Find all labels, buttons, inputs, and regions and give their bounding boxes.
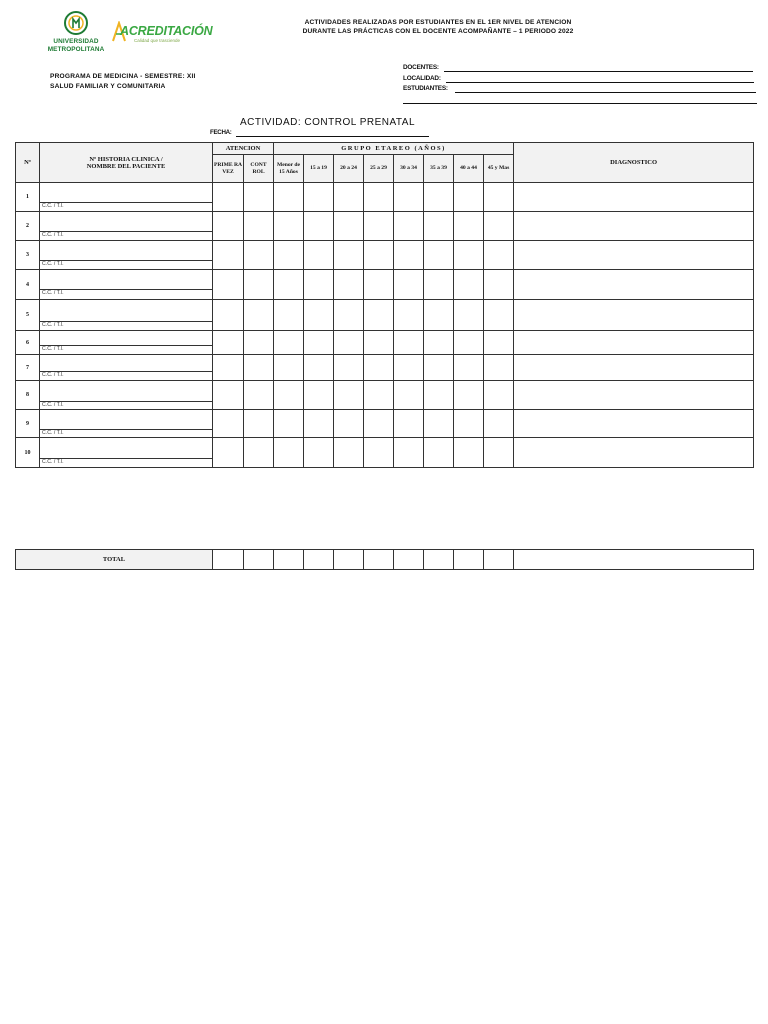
- count-cell[interactable]: [484, 300, 514, 331]
- diagnostico-cell[interactable]: [514, 183, 754, 212]
- count-cell[interactable]: [244, 410, 274, 438]
- header-patient-line2: NOMBRE DEL PACIENTE: [86, 162, 166, 170]
- table-row: [16, 300, 754, 322]
- count-cell[interactable]: [364, 381, 394, 410]
- university-logo: [42, 10, 110, 56]
- count-cell[interactable]: [424, 241, 454, 270]
- total-cell[interactable]: [514, 550, 754, 570]
- table-row: [16, 270, 754, 290]
- count-cell[interactable]: [394, 438, 424, 468]
- count-cell[interactable]: [334, 270, 364, 300]
- count-cell[interactable]: [364, 410, 394, 438]
- total-cell[interactable]: [364, 550, 394, 570]
- document-title-line1: ACTIVIDADES REALIZADAS POR ESTUDIANTES EN EL 1ER NIVEL DE ATENCION: [304, 19, 572, 26]
- document-title-line2: DURANTE LAS PRÁCTICAS CON EL DOCENTE ACOMPAÑANTE – 1 PERIODO 2022: [302, 28, 574, 35]
- table-row: [16, 438, 754, 459]
- patient-name-cell[interactable]: [40, 355, 213, 372]
- count-cell[interactable]: [244, 183, 274, 212]
- patient-name-cell[interactable]: [40, 212, 213, 232]
- diagnostico-cell[interactable]: [514, 381, 754, 410]
- cc-ti-cell[interactable]: C.C. / T.I.: [40, 372, 213, 381]
- count-cell[interactable]: [424, 381, 454, 410]
- diagnostico-cell[interactable]: [514, 270, 754, 300]
- row-number: 5: [16, 300, 40, 331]
- count-cell[interactable]: [484, 241, 514, 270]
- cc-ti-cell[interactable]: C.C. / T.I.: [40, 346, 213, 355]
- total-cell[interactable]: [334, 550, 364, 570]
- patient-name-cell[interactable]: [40, 410, 213, 430]
- count-cell[interactable]: [244, 438, 274, 468]
- count-cell[interactable]: [334, 381, 364, 410]
- count-cell[interactable]: [274, 183, 304, 212]
- count-cell[interactable]: [454, 355, 484, 381]
- count-cell[interactable]: [364, 212, 394, 241]
- count-cell[interactable]: [213, 241, 244, 270]
- count-cell[interactable]: [424, 410, 454, 438]
- university-name-line1: UNIVERSIDAD: [53, 38, 99, 45]
- header-age-40-44: 40 a 44: [454, 155, 484, 183]
- row-number: 10: [16, 438, 40, 468]
- count-cell[interactable]: [424, 438, 454, 468]
- estudiantes-label: ESTUDIANTES:: [403, 85, 448, 92]
- count-cell[interactable]: [304, 381, 334, 410]
- count-cell[interactable]: [394, 300, 424, 331]
- count-cell[interactable]: [213, 331, 244, 355]
- table-row: [16, 212, 754, 232]
- header-age-under15: Menor de 15 Años: [274, 155, 304, 183]
- count-cell[interactable]: [334, 212, 364, 241]
- count-cell[interactable]: [334, 183, 364, 212]
- table-row: [16, 381, 754, 402]
- estudiantes-field-line-2[interactable]: [403, 103, 757, 104]
- cc-ti-cell[interactable]: C.C. / T.I.: [40, 290, 213, 300]
- header-control: CONT ROL: [244, 155, 274, 183]
- count-cell[interactable]: [274, 300, 304, 331]
- estudiantes-field-line[interactable]: [455, 92, 756, 93]
- activity-table: [15, 142, 754, 468]
- cc-ti-cell[interactable]: C.C. / T.I.: [40, 232, 213, 241]
- row-number: 8: [16, 381, 40, 410]
- patient-name-cell[interactable]: [40, 270, 213, 290]
- fecha-field-line[interactable]: [236, 136, 429, 137]
- cc-ti-cell[interactable]: C.C. / T.I.: [40, 261, 213, 270]
- count-cell[interactable]: [304, 241, 334, 270]
- localidad-field-line[interactable]: [446, 82, 754, 83]
- header-age-45-plus: 45 y Mas: [484, 155, 514, 183]
- count-cell[interactable]: [394, 212, 424, 241]
- header-primera-vez: PRIME RA VEZ: [213, 155, 244, 183]
- patient-name-cell[interactable]: [40, 438, 213, 459]
- patient-name-cell[interactable]: [40, 300, 213, 322]
- total-table: [15, 549, 754, 570]
- count-cell[interactable]: [274, 212, 304, 241]
- program-line1: PROGRAMA DE MEDICINA - SEMESTRE: XII: [50, 73, 196, 80]
- total-cell[interactable]: [244, 550, 274, 570]
- count-cell[interactable]: [424, 300, 454, 331]
- patient-name-cell[interactable]: [40, 183, 213, 203]
- docentes-label: DOCENTES:: [403, 64, 439, 71]
- header-age-25-29: 25 a 29: [364, 155, 394, 183]
- count-cell[interactable]: [304, 410, 334, 438]
- university-name-line2: METROPOLITANA: [47, 46, 105, 53]
- university-emblem-icon: [42, 10, 110, 38]
- count-cell[interactable]: [334, 438, 364, 468]
- count-cell[interactable]: [213, 300, 244, 331]
- header-age-15-19: 15 a 19: [304, 155, 334, 183]
- header-number: Nº: [16, 143, 40, 183]
- count-cell[interactable]: [364, 331, 394, 355]
- table-row: [16, 241, 754, 261]
- count-cell[interactable]: [364, 270, 394, 300]
- cc-ti-cell[interactable]: C.C. / T.I.: [40, 430, 213, 438]
- accreditation-logo: [112, 20, 213, 48]
- row-number: 6: [16, 331, 40, 355]
- diagnostico-cell[interactable]: [514, 438, 754, 468]
- total-cell[interactable]: [484, 550, 514, 570]
- table-row: [16, 183, 754, 203]
- cc-ti-cell[interactable]: C.C. / T.I.: [40, 203, 213, 212]
- count-cell[interactable]: [213, 355, 244, 381]
- fecha-label: FECHA:: [210, 129, 232, 136]
- count-cell[interactable]: [454, 410, 484, 438]
- localidad-label: LOCALIDAD:: [403, 75, 441, 82]
- count-cell[interactable]: [364, 355, 394, 381]
- count-cell[interactable]: [484, 410, 514, 438]
- header-patient: [40, 143, 213, 183]
- row-number: 4: [16, 270, 40, 300]
- total-cell[interactable]: [394, 550, 424, 570]
- count-cell[interactable]: [213, 410, 244, 438]
- count-cell[interactable]: [304, 355, 334, 381]
- header-patient-line1: Nº HISTORIA CLINICA /: [89, 155, 163, 163]
- program-line2: SALUD FAMILIAR Y COMUNITARIA: [50, 83, 166, 90]
- count-cell[interactable]: [304, 438, 334, 468]
- count-cell[interactable]: [454, 331, 484, 355]
- count-cell[interactable]: [244, 355, 274, 381]
- count-cell[interactable]: [424, 331, 454, 355]
- count-cell[interactable]: [213, 438, 244, 468]
- count-cell[interactable]: [394, 183, 424, 212]
- activity-title: ACTIVIDAD: CONTROL PRENATAL: [240, 117, 416, 128]
- count-cell[interactable]: [424, 355, 454, 381]
- accreditation-wordmark: ACREDITACIÓN: [120, 24, 213, 38]
- table-row: [16, 410, 754, 430]
- header-age-30-34: 30 a 34: [394, 155, 424, 183]
- count-cell[interactable]: [213, 270, 244, 300]
- count-cell[interactable]: [484, 381, 514, 410]
- row-number: 1: [16, 183, 40, 212]
- count-cell[interactable]: [274, 241, 304, 270]
- diagnostico-cell[interactable]: [514, 300, 754, 331]
- total-cell[interactable]: [213, 550, 244, 570]
- total-cell[interactable]: [454, 550, 484, 570]
- count-cell[interactable]: [484, 331, 514, 355]
- count-cell[interactable]: [244, 241, 274, 270]
- row-number: 9: [16, 410, 40, 438]
- count-cell[interactable]: [484, 355, 514, 381]
- count-cell[interactable]: [334, 355, 364, 381]
- count-cell[interactable]: [334, 241, 364, 270]
- count-cell[interactable]: [274, 381, 304, 410]
- count-cell[interactable]: [394, 331, 424, 355]
- count-cell[interactable]: [454, 183, 484, 212]
- count-cell[interactable]: [244, 270, 274, 300]
- total-cell[interactable]: [274, 550, 304, 570]
- accreditation-tagline: Calidad que trasciende: [134, 38, 181, 43]
- table-body: [16, 183, 754, 468]
- count-cell[interactable]: [244, 381, 274, 410]
- diagnostico-cell[interactable]: [514, 355, 754, 381]
- patient-name-cell[interactable]: [40, 241, 213, 261]
- header-age-35-39: 35 a 39: [424, 155, 454, 183]
- total-cell[interactable]: [424, 550, 454, 570]
- header-age-20-24: 20 a 24: [334, 155, 364, 183]
- count-cell[interactable]: [394, 270, 424, 300]
- count-cell[interactable]: [274, 355, 304, 381]
- count-cell[interactable]: [454, 212, 484, 241]
- count-cell[interactable]: [364, 241, 394, 270]
- count-cell[interactable]: [484, 183, 514, 212]
- count-cell[interactable]: [274, 331, 304, 355]
- count-cell[interactable]: [244, 331, 274, 355]
- cc-ti-cell[interactable]: C.C. / T.I.: [40, 459, 213, 468]
- cc-ti-cell[interactable]: C.C. / T.I.: [40, 322, 213, 331]
- count-cell[interactable]: [274, 438, 304, 468]
- diagnostico-cell[interactable]: [514, 331, 754, 355]
- count-cell[interactable]: [334, 410, 364, 438]
- total-cell[interactable]: [304, 550, 334, 570]
- count-cell[interactable]: [274, 270, 304, 300]
- count-cell[interactable]: [424, 183, 454, 212]
- diagnostico-cell[interactable]: [514, 410, 754, 438]
- count-cell[interactable]: [454, 241, 484, 270]
- count-cell[interactable]: [244, 212, 274, 241]
- count-cell[interactable]: [304, 183, 334, 212]
- header-atencion: ATENCION: [213, 143, 274, 155]
- count-cell[interactable]: [424, 212, 454, 241]
- count-cell[interactable]: [274, 410, 304, 438]
- row-number: 3: [16, 241, 40, 270]
- docentes-field-line[interactable]: [444, 71, 753, 72]
- table-row: [16, 331, 754, 346]
- total-label: TOTAL: [16, 550, 213, 570]
- count-cell[interactable]: [454, 438, 484, 468]
- count-cell[interactable]: [304, 270, 334, 300]
- count-cell[interactable]: [364, 438, 394, 468]
- count-cell[interactable]: [304, 212, 334, 241]
- count-cell[interactable]: [394, 355, 424, 381]
- header-grupo-etareo: GRUPO ETAREO (AÑOS): [274, 143, 514, 155]
- table-row: [16, 355, 754, 372]
- count-cell[interactable]: [454, 270, 484, 300]
- count-cell[interactable]: [213, 183, 244, 212]
- count-cell[interactable]: [424, 270, 454, 300]
- count-cell[interactable]: [364, 183, 394, 212]
- count-cell[interactable]: [213, 212, 244, 241]
- count-cell[interactable]: [394, 410, 424, 438]
- diagnostico-cell[interactable]: [514, 241, 754, 270]
- patient-name-cell[interactable]: [40, 331, 213, 346]
- count-cell[interactable]: [484, 212, 514, 241]
- cc-ti-cell[interactable]: C.C. / T.I.: [40, 402, 213, 410]
- count-cell[interactable]: [364, 300, 394, 331]
- diagnostico-cell[interactable]: [514, 212, 754, 241]
- count-cell[interactable]: [244, 300, 274, 331]
- count-cell[interactable]: [454, 300, 484, 331]
- count-cell[interactable]: [484, 270, 514, 300]
- count-cell[interactable]: [454, 381, 484, 410]
- row-number: 2: [16, 212, 40, 241]
- count-cell[interactable]: [304, 331, 334, 355]
- count-cell[interactable]: [304, 300, 334, 331]
- header-diagnostico: DIAGNOSTICO: [514, 143, 754, 183]
- patient-name-cell[interactable]: [40, 381, 213, 402]
- count-cell[interactable]: [394, 241, 424, 270]
- count-cell[interactable]: [484, 438, 514, 468]
- count-cell[interactable]: [334, 331, 364, 355]
- count-cell[interactable]: [394, 381, 424, 410]
- count-cell[interactable]: [213, 381, 244, 410]
- count-cell[interactable]: [334, 300, 364, 331]
- row-number: 7: [16, 355, 40, 381]
